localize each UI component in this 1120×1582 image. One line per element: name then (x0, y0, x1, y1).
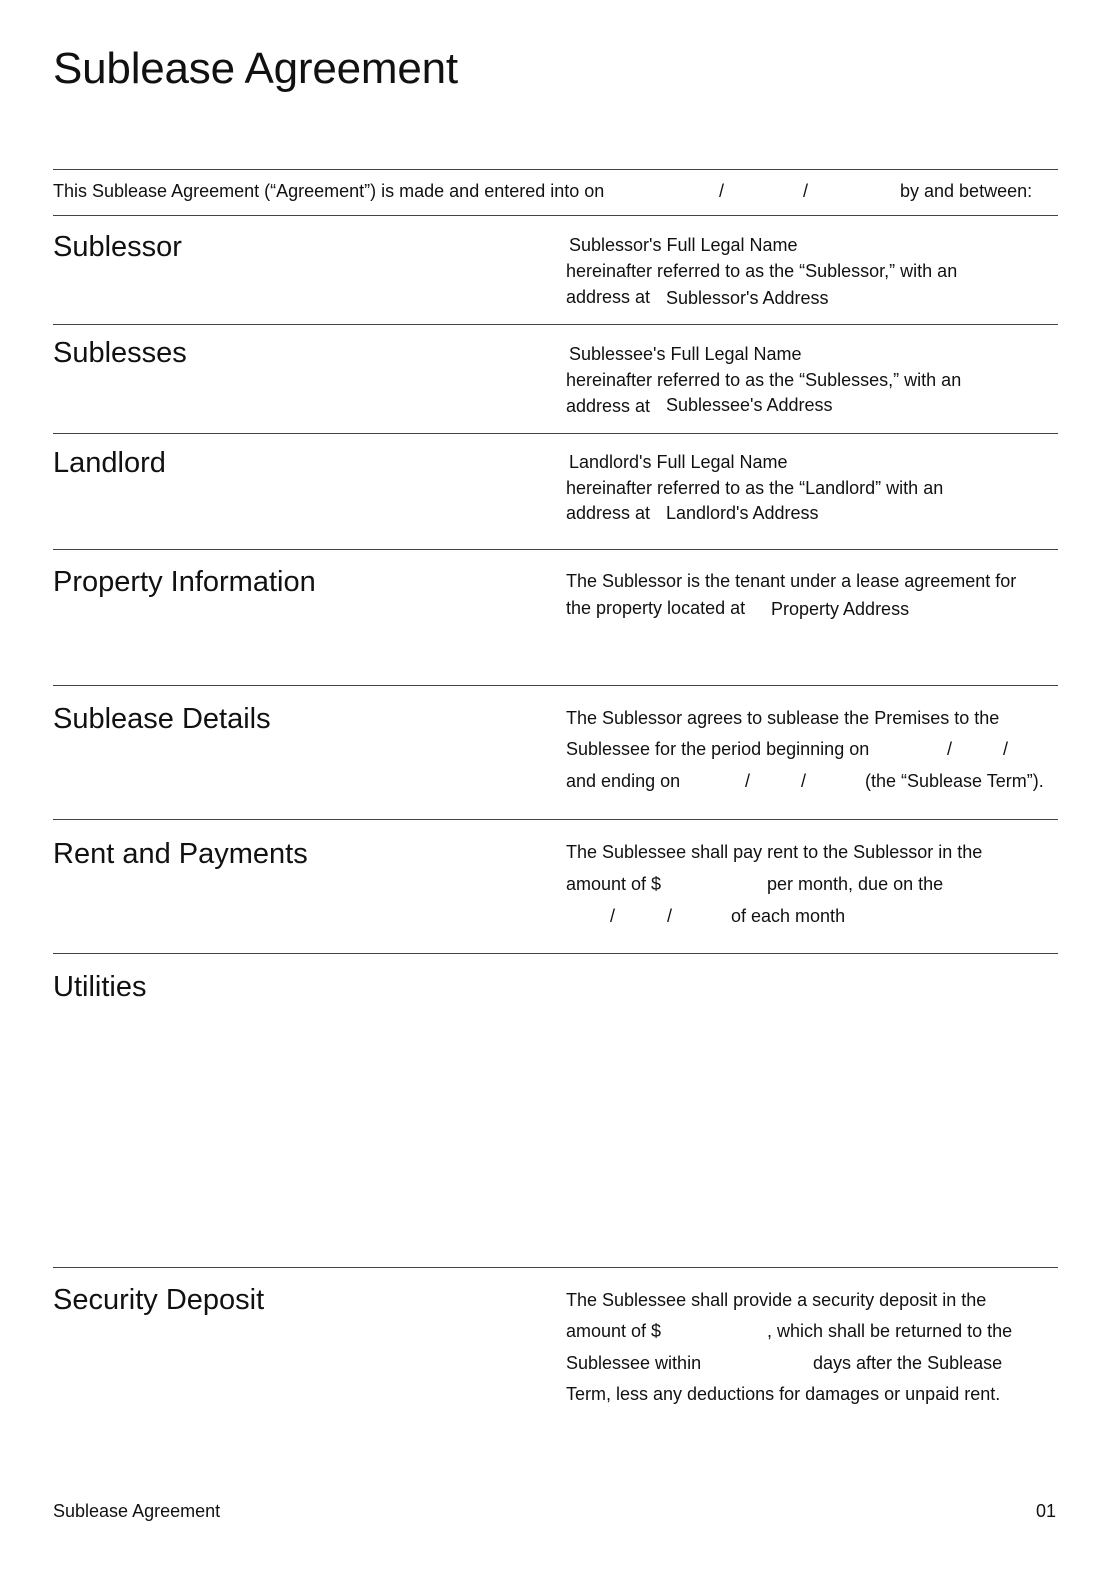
property-location-label: the property located at (566, 598, 746, 618)
section-heading-security-deposit: Security Deposit (53, 1284, 265, 1316)
property-text: The Sublessor is the tenant under a lease agreement for (566, 571, 1017, 591)
landlord-reference-text: hereinafter referred to as the “Landlord” with an (566, 478, 944, 498)
due-date-separator: / (610, 906, 616, 926)
sublease-details-text: The Sublessor agrees to sublease the Premises to the (566, 708, 1000, 728)
deposit-text: The Sublessee shall provide a security deposit in the (566, 1290, 987, 1310)
start-date-separator: / (947, 739, 953, 759)
divider (53, 433, 1058, 434)
rent-period-label: per month, due on the (767, 874, 944, 894)
deposit-days-label: days after the Sublease (813, 1353, 1003, 1373)
intro-suffix: by and between: (900, 181, 1033, 201)
deposit-return-text: , which shall be returned to the (767, 1321, 1013, 1341)
page-title: Sublease Agreement (53, 44, 458, 93)
section-heading-landlord: Landlord (53, 447, 166, 479)
sublessor-address-label: address at (566, 287, 651, 307)
divider (53, 169, 1058, 170)
deposit-within-label: Sublessee within (566, 1353, 702, 1373)
end-date-separator: / (801, 771, 807, 791)
section-heading-sublessee: Sublesses (53, 337, 187, 369)
divider (53, 549, 1058, 550)
sublessee-address-label: address at (566, 396, 651, 416)
sublease-end-label: and ending on (566, 771, 681, 791)
rent-text: The Sublessee shall pay rent to the Sublessor in the (566, 842, 983, 862)
sublessee-reference-text: hereinafter referred to as the “Sublesses,” with an (566, 370, 962, 390)
landlord-address-field[interactable]: Landlord's Address (666, 503, 819, 523)
deposit-amount-label: amount of $ (566, 1321, 662, 1341)
section-heading-utilities: Utilities (53, 971, 147, 1003)
rent-due-label: of each month (731, 906, 846, 926)
agreement-date-separator: / (803, 181, 809, 201)
divider (53, 215, 1058, 216)
footer-document-name: Sublease Agreement (53, 1501, 221, 1521)
section-heading-sublessor: Sublessor (53, 231, 182, 263)
agreement-date-separator: / (719, 181, 725, 201)
divider (53, 685, 1058, 686)
property-address-field[interactable]: Property Address (771, 599, 910, 619)
intro-text: This Sublease Agreement (“Agreement”) is made and entered into on (53, 181, 605, 201)
divider (53, 324, 1058, 325)
landlord-name-field[interactable]: Landlord's Full Legal Name (569, 452, 788, 472)
sublease-start-label: Sublessee for the period beginning on (566, 739, 870, 759)
section-heading-property: Property Information (53, 566, 316, 598)
sublessee-name-field[interactable]: Sublessee's Full Legal Name (569, 344, 802, 364)
start-date-separator: / (1003, 739, 1009, 759)
divider (53, 953, 1058, 954)
sublease-term-label: (the “Sublease Term”). (865, 771, 1044, 791)
sublessor-reference-text: hereinafter referred to as the “Sublessor,” with an (566, 261, 958, 281)
due-date-separator: / (667, 906, 673, 926)
section-heading-sublease-details: Sublease Details (53, 703, 271, 735)
footer-page-number: 01 (1035, 1501, 1056, 1521)
sublessor-address-field[interactable]: Sublessor's Address (666, 288, 829, 308)
sublessee-address-field[interactable]: Sublessee's Address (666, 395, 833, 415)
end-date-separator: / (745, 771, 751, 791)
divider (53, 1267, 1058, 1268)
rent-amount-label: amount of $ (566, 874, 662, 894)
section-heading-rent: Rent and Payments (53, 838, 308, 870)
divider (53, 819, 1058, 820)
landlord-address-label: address at (566, 503, 651, 523)
sublessor-name-field[interactable]: Sublessor's Full Legal Name (569, 235, 798, 255)
deposit-deductions-text: Term, less any deductions for damages or unpaid rent. (566, 1384, 1001, 1404)
